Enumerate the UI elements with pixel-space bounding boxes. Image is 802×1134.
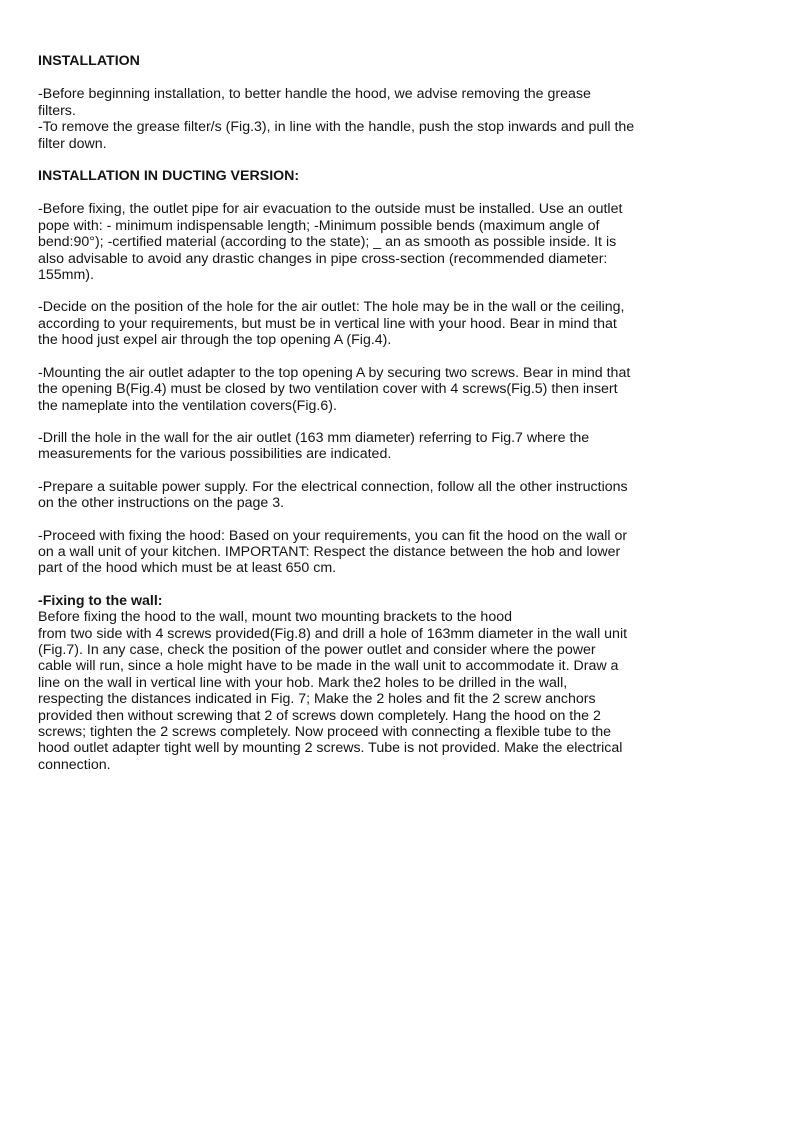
text-line: connection. [38,756,111,773]
text-line: measurements for the various possibilities are indicated. [38,446,392,463]
text-line: on the other instructions on the page 3. [38,495,285,512]
text-line: hood outlet adapter tight well by mounting 2 screws. Tube is not provided. Make the electrical [38,740,623,757]
text-line: screws; tighten the 2 screws completely. Now proceed with connecting a flexible tube to the [38,724,612,740]
text-line: respecting the distances indicated in Fig. 7; Make the 2 holes and fit the 2 screw anchors [38,691,596,708]
text-line: -To remove the grease filter/s (Fig.3), in line with the handle, push the stop inwards and pull the [38,119,635,136]
text-line: cable will run, since a hole might have to be made in the wall unit to accommodate it. Draw a [38,658,619,675]
text-line: bend:90°); -certified material (according to the state); _ an as smooth as possible inside. It is [38,234,617,251]
text-line: the opening B(Fig.4) must be closed by two ventilation cover with 4 screws(Fig.5) then insert [38,381,618,398]
text-line: line on the wall in vertical line with your hob. Mark the2 holes to be drilled in the wall, [38,674,568,691]
text-line: part of the hood which must be at least 650 cm. [38,560,337,577]
text-line: the hood just expel air through the top opening A (Fig.4). [38,332,392,349]
text-line: -Before fixing, the outlet pipe for air evacuation to the outside must be installed. Use an outlet [38,201,623,218]
text-line: (Fig.7). In any case, check the position of the power outlet and consider where the power [38,641,596,658]
hole-position-paragraph [38,299,768,348]
text-line: from two side with 4 screws provided(Fig.8) and drill a hole of 163mm diameter in the wall unit [38,625,628,642]
intro-paragraph [38,86,768,152]
outlet-pipe-paragraph [38,201,768,283]
drill-hole-paragraph [38,430,768,463]
text-line: filters. [38,102,76,119]
text-line: the nameplate into the ventilation covers(Fig.6). [38,397,337,414]
text-line: Before fixing the hood to the wall, mount two mounting brackets to the hood [38,609,512,626]
heading-ducting-version: INSTALLATION IN DUCTING VERSION: [38,168,300,185]
adapter-mounting-paragraph [38,365,768,414]
text-line: according to your requirements, but must be in vertical line with your hood. Bear in mind that [38,315,617,332]
document-page [38,53,768,773]
text-line: 155mm). [38,267,94,284]
fixing-hood-paragraph [38,528,768,577]
text-line: -Prepare a suitable power supply. For the electrical connection, follow all the other instructions [38,478,628,495]
heading-fixing-to-wall: -Fixing to the wall: [38,592,163,609]
power-supply-paragraph [38,479,768,512]
text-line: provided then without screwing that 2 of screws down completely. Hang the hood on the 2 [38,707,601,724]
text-line: -Mounting the air outlet adapter to the top opening A by securing two screws. Bear in mind that [38,364,631,381]
text-line: -Before beginning installation, to better handle the hood, we advise removing the grease [38,86,591,103]
heading-installation: INSTALLATION [38,53,140,69]
text-line: on a wall unit of your kitchen. IMPORTANT: Respect the distance between the hob and lower [38,543,621,560]
fixing-to-wall-paragraph [38,609,768,773]
text-line: -Drill the hole in the wall for the air outlet (163 mm diameter) referring to Fig.7 where the [38,429,590,446]
text-line: pope with: - minimum indispensable length; -Minimum possible bends (maximum angle of [38,217,600,234]
text-line: also advisable to avoid any drastic changes in pipe cross-section (recommended diameter: [38,250,608,267]
text-line: filter down. [38,135,107,152]
text-line: -Proceed with fixing the hood: Based on your requirements, you can fit the hood on the wall or [38,527,628,544]
text-line: -Decide on the position of the hole for the air outlet: The hole may be in the wall or the ceiling, [38,299,625,316]
